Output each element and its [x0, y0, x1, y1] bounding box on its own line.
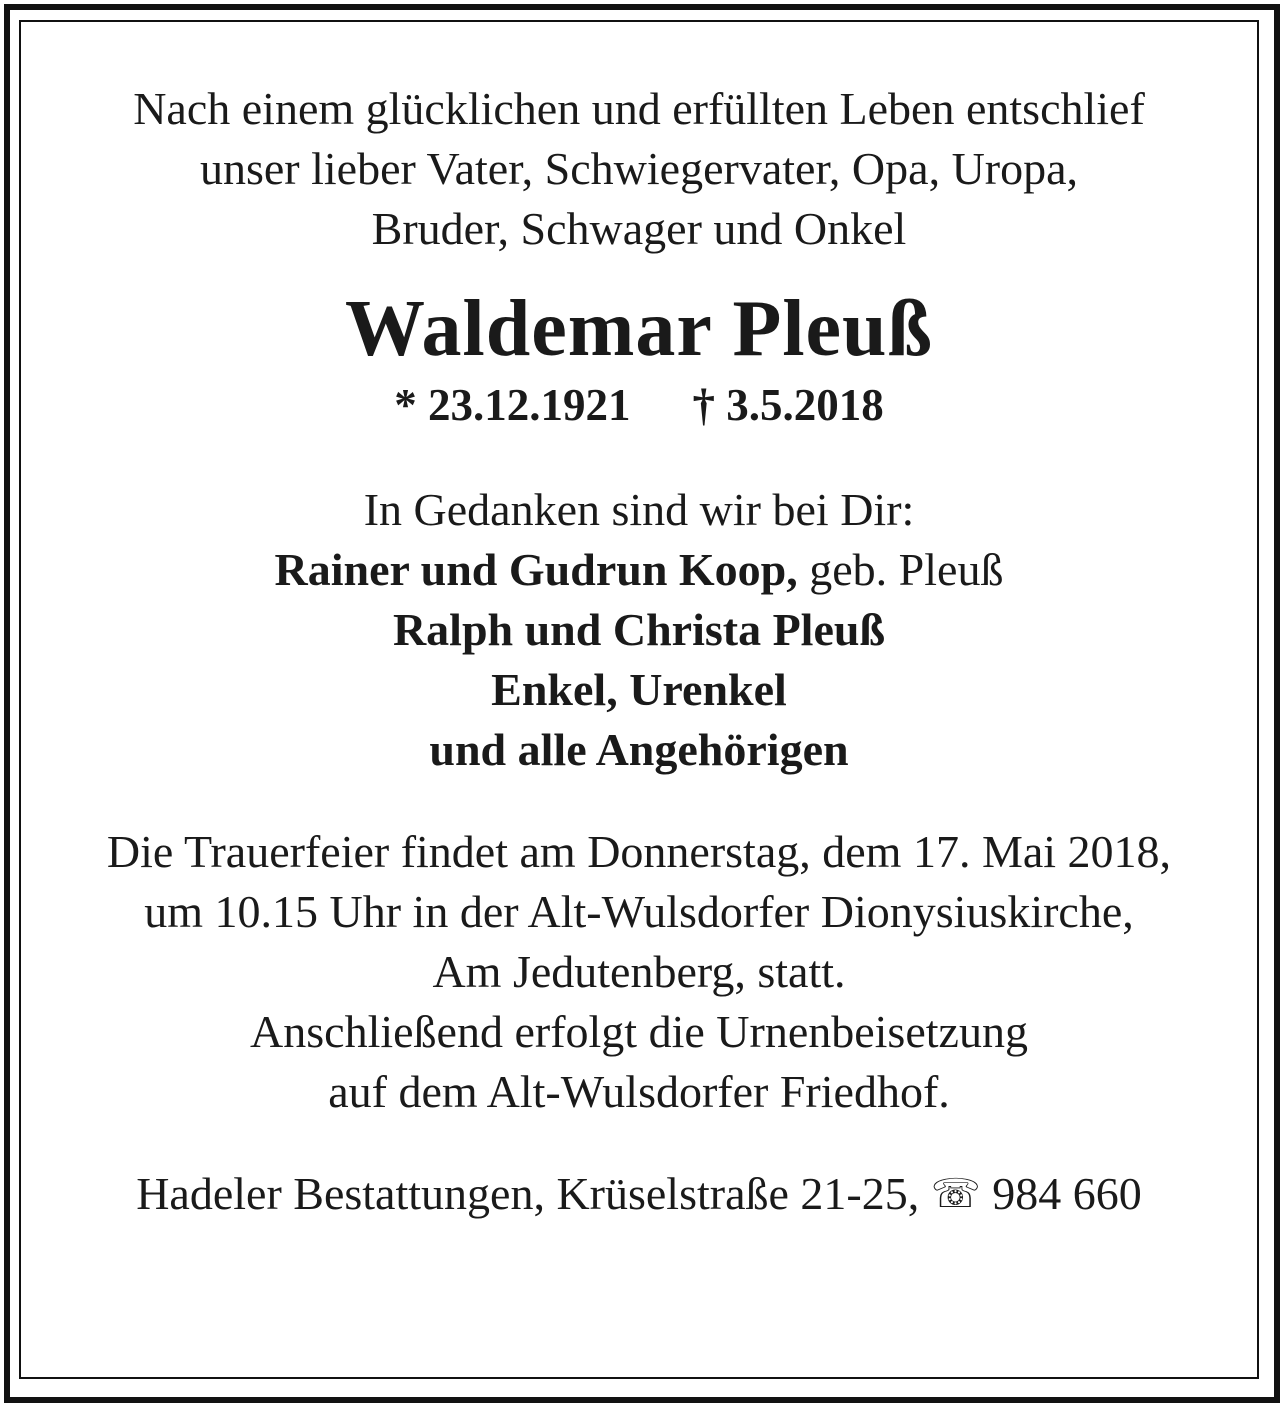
maiden-name-note: geb. Pleuß	[797, 544, 1004, 595]
mourner-couple-1: Rainer und Gudrun Koop,	[274, 544, 798, 595]
undertaker-address: Hadeler Bestattungen, Krüselstraße 21-25,	[136, 1168, 931, 1219]
ceremony-line: Anschließend erfolgt die Urnenbeisetzung	[250, 1006, 1028, 1057]
mourners-block	[22, 480, 1256, 780]
undertaker-phone: 984 660	[980, 1168, 1142, 1219]
ceremony-line: auf dem Alt-Wulsdorfer Friedhof.	[328, 1066, 950, 1117]
mourner-grandchildren: Enkel, Urenkel	[491, 664, 787, 715]
ceremony-info	[22, 822, 1256, 1122]
undertaker-line	[22, 1164, 1256, 1224]
intro-text	[22, 79, 1256, 259]
intro-line: Nach einem glücklichen und erfüllten Leben entschlief	[133, 83, 1145, 134]
intro-line: Bruder, Schwager und Onkel	[371, 203, 907, 254]
death-date: † 3.5.2018	[692, 380, 884, 430]
deceased-name: Waldemar Pleuß	[344, 285, 934, 373]
ceremony-line: um 10.15 Uhr in der Alt-Wulsdorfer Dionysiuskirche,	[144, 886, 1134, 937]
telephone-icon: ☏	[930, 1171, 981, 1217]
intro-line: unser lieber Vater, Schwiegervater, Opa, Uropa,	[199, 143, 1079, 194]
ceremony-line: Die Trauerfeier findet am Donnerstag, dem 17. Mai 2018,	[106, 826, 1172, 877]
mourner-line	[22, 540, 1256, 600]
birth-date: * 23.12.1921	[394, 380, 631, 430]
life-dates	[22, 377, 1256, 433]
undertaker-info	[22, 1164, 1256, 1224]
mourner-couple-2: Ralph und Christa Pleuß	[392, 604, 886, 655]
mourner-relatives: und alle Angehörigen	[429, 724, 849, 775]
mourners-heading: In Gedanken sind wir bei Dir:	[363, 484, 915, 535]
obituary-notice	[22, 22, 1256, 1224]
ceremony-line: Am Jedutenberg, statt.	[432, 946, 846, 997]
